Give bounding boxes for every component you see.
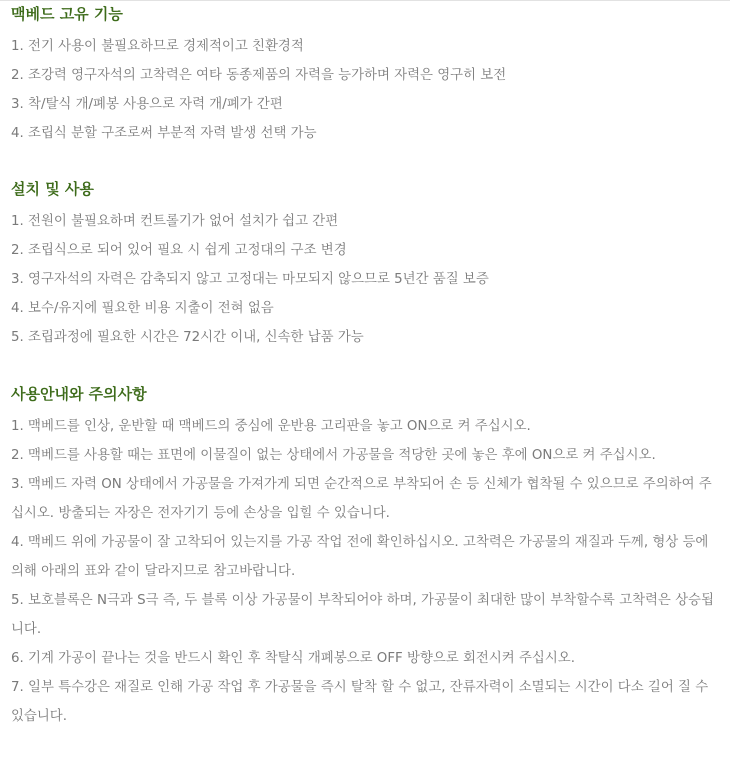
list-item: 6. 기계 가공이 끝나는 것을 반드시 확인 후 착탈식 개폐봉으로 OFF 방향으로 회전시켜 주십시오. — [11, 651, 575, 666]
section-usage-cautions — [11, 384, 723, 731]
feature-list — [11, 32, 506, 148]
list-item: 3. 착/탈식 개/폐봉 사용으로 자력 개/폐가 간편 — [11, 97, 283, 112]
list-item: 1. 전기 사용이 불필요하므로 경제적이고 친환경적 — [11, 39, 304, 54]
top-divider — [0, 0, 730, 1]
list-item: 2. 맥베드를 사용할 때는 표면에 이물질이 없는 상태에서 가공물을 적당한 곳에 놓은 후에 ON으로 켜 주십시오. — [11, 448, 656, 463]
list-item: 5. 보호블록은 N극과 S극 즉, 두 블록 이상 가공물이 부착되어야 하며, 가공물이 최대한 많이 부착할수록 고착력은 상승됩니다. — [11, 593, 714, 637]
list-item: 4. 조립식 분할 구조로써 부분적 자력 발생 선택 가능 — [11, 126, 317, 141]
section-features — [11, 4, 506, 148]
list-item: 4. 보수/유지에 필요한 비용 지출이 전혀 없음 — [11, 301, 274, 316]
list-item: 1. 맥베드를 인상, 운반할 때 맥베드의 중심에 운반용 고리판을 놓고 ON으로 켜 주십시오. — [11, 419, 531, 434]
section-title: 사용안내와 주의사항 — [11, 385, 147, 403]
section-installation — [11, 179, 489, 352]
list-item: 2. 조립식으로 되어 있어 필요 시 쉽게 고정대의 구조 변경 — [11, 243, 347, 258]
section-title: 맥베드 고유 기능 — [11, 5, 123, 23]
caution-list — [11, 412, 723, 731]
installation-list — [11, 207, 489, 352]
section-title: 설치 및 사용 — [11, 180, 94, 198]
list-item: 3. 맥베드 자력 ON 상태에서 가공물을 가져가게 되면 순간적으로 부착되어 손 등 신체가 협착될 수 있으므로 주의하여 주십시오. 방출되는 자장은 전자기기 등에 손상을 입힐 수 있습니다. — [11, 477, 712, 521]
list-item: 3. 영구자석의 자력은 감축되지 않고 고정대는 마모되지 않으므로 5년간 품질 보증 — [11, 272, 489, 287]
list-item: 1. 전원이 불필요하며 컨트롤기가 없어 설치가 쉽고 간편 — [11, 214, 339, 229]
list-item: 2. 조강력 영구자석의 고착력은 여타 동종제품의 자력을 능가하며 자력은 영구히 보전 — [11, 68, 507, 83]
list-item: 5. 조립과정에 필요한 시간은 72시간 이내, 신속한 납품 가능 — [11, 330, 364, 345]
list-item: 4. 맥베드 위에 가공물이 잘 고착되어 있는지를 가공 작업 전에 확인하십시오. 고착력은 가공물의 재질과 두께, 형상 등에 의해 아래의 표와 같이 달라지므로 참고바랍니다. — [11, 535, 709, 579]
list-item: 7. 일부 특수강은 재질로 인해 가공 작업 후 가공물을 즉시 탈착 할 수 없고, 잔류자력이 소멸되는 시간이 다소 길어 질 수 있습니다. — [11, 680, 709, 724]
